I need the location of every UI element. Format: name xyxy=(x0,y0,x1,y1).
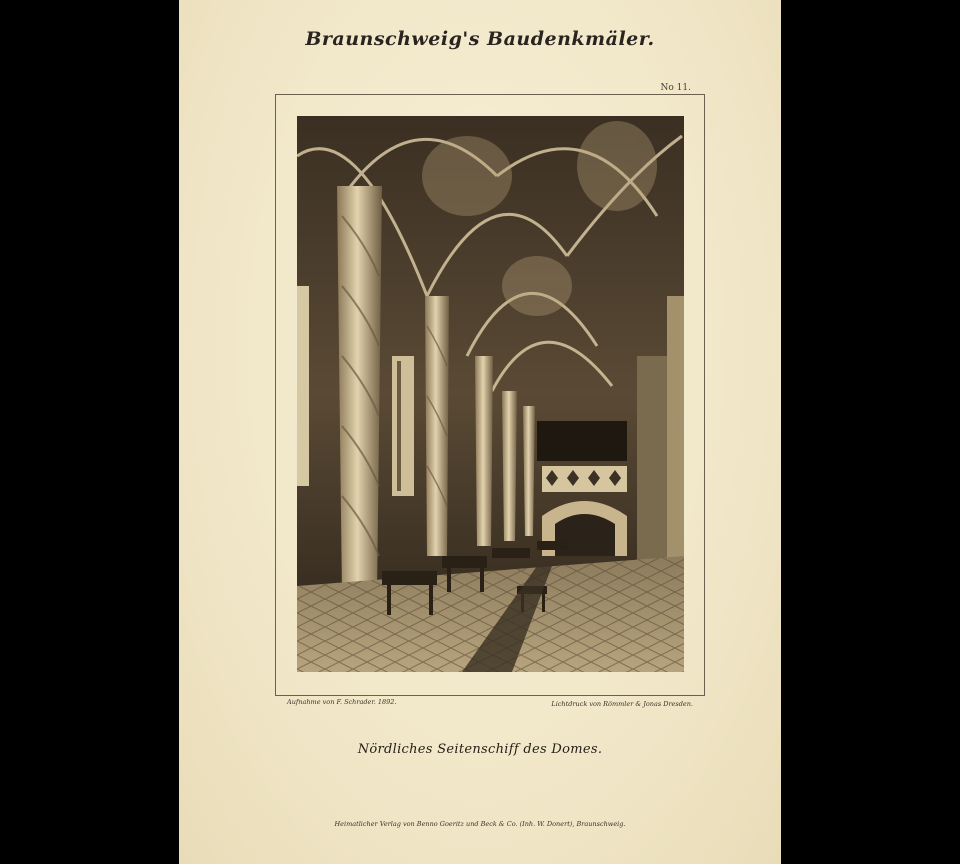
plate-caption: Nördliches Seitenschiff des Domes. xyxy=(357,742,603,757)
cathedral-interior-illustration xyxy=(297,116,684,672)
plate-number: No 11. xyxy=(660,83,691,93)
publisher-line: Heimatlicher Verlag von Benno Goeritz und Beck & Co. (Inh. W. Donert), Braunschweig. xyxy=(334,820,626,828)
document-page xyxy=(179,0,781,864)
photo-credit: Aufnahme von F. Schrader. 1892. xyxy=(287,698,397,706)
cathedral-photo xyxy=(297,116,684,672)
print-credit: Lichtdruck von Römmler & Jonas Dresden. xyxy=(551,700,693,708)
page-title: Braunschweig's Baudenkmäler. xyxy=(305,28,655,50)
